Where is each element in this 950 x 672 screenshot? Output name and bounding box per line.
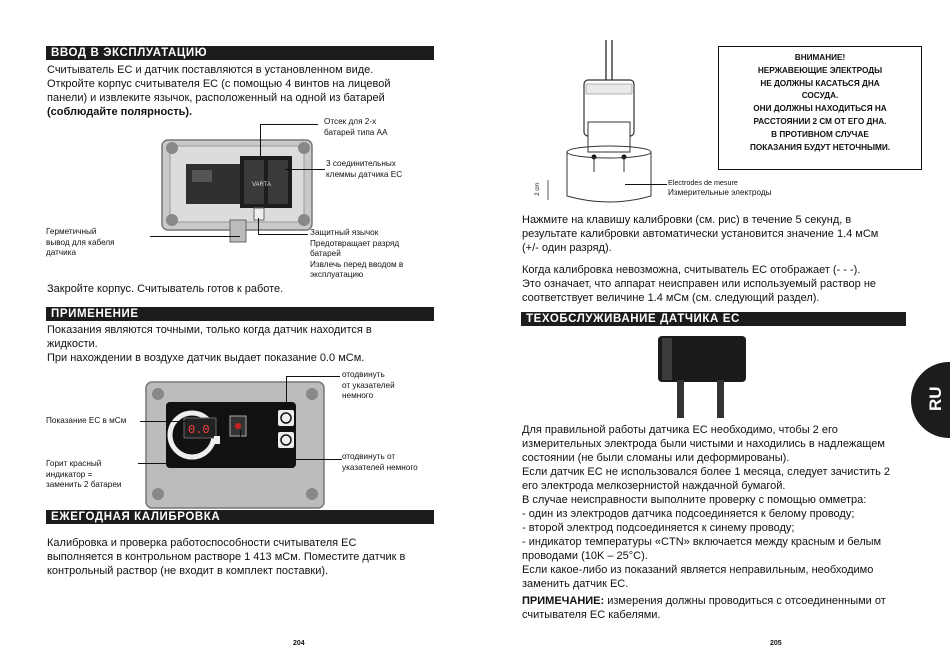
callout-unscrew-top: отодвинуть от указателей немного [342,370,395,401]
callout-line-led [138,463,240,464]
maintenance-line-11: Если какое-либо из показаний является неправильным, необходимо [522,564,874,576]
callout-line-cable [150,236,240,237]
dimension-2cm: 2 cm [535,182,542,196]
label-electrodes-fr: Electrodes de mesure [668,178,738,187]
callout-unscrew-bottom: отодвинуть от указателей немного [342,452,418,472]
calib-procedure-line2: результате калибровки автоматически установится значение 1.4 мСм [522,228,879,240]
usage-text-line2: жидкости. [47,338,98,350]
calib-error-line3: соответствует величине 1.4 мСм (см. следующий раздел). [522,292,820,304]
svg-text:VARTA: VARTA [252,182,272,188]
callout-line-battery [260,124,318,125]
language-tab [911,362,950,438]
callout-cable-gland: Герметичный вывод для кабеля датчика [46,227,115,258]
probe-photo [652,334,752,418]
warning-box [718,46,922,170]
calibration-text-line2: выполняется в контрольном растворе 1 413 мСм. Поместите датчик в [47,551,406,563]
maintenance-note-line2: считывателя ЕС кабелями. [522,609,661,621]
usage-text-line1: Показания являются точными, только когда датчик находится в [47,324,372,336]
page-number-left: 204 [293,640,305,647]
maintenance-line-6: В случае неисправности выполните проверку с помощью омметра: [522,494,867,506]
callout-line-tab-v [258,218,259,235]
callout-line-unscrew2 [290,459,342,460]
note-text: измерения должны проводиться с отсоединенными от [604,595,886,607]
commissioning-text-line3: панели) и извлеките язычок, расположенный на одной из батарей [47,92,385,104]
callout-line-unscrew1-h [286,376,340,377]
calib-error-line1: Когда калибровка невозможна, считыватель ЕС отображает (- - -). [522,264,861,276]
usage-text-line3: При нахождении в воздухе датчик выдает показание 0.0 мСм. [47,352,365,364]
calib-procedure-line1: Нажмите на клавишу калибровки (см. рис) в течение 5 секунд, в [522,214,852,226]
section-header-annual-calibration: ЕЖЕГОДНАЯ КАЛИБРОВКА [46,510,434,524]
callout-line-unscrew1 [286,376,287,406]
maintenance-line-7: - один из электродов датчика подсоединяется к белому проводу; [522,508,855,520]
page-number-right: 205 [770,640,782,647]
calib-procedure-line3: (+/- один разряд). [522,242,612,254]
section-header-commissioning: ВВОД В ЭКСПЛУАТАЦИЮ [46,46,434,60]
callout-line-battery-v [260,124,261,160]
sensor-vessel-illustration [540,40,680,208]
callout-line-reading [140,421,186,422]
warning-text: ВНИМАНИЕ! НЕРЖАВЕЮЩИЕ ЭЛЕКТРОДЫ НЕ ДОЛЖНЫ КАСАТЬСЯ ДНА СОСУДА. ОНИ ДОЛЖНЫ НАХОДИТЬСЯ НА РАССТОЯНИИ 2 СМ ОТ ЕГО ДНА. В ПРОТИВНОМ СЛУЧАЕ ПОКАЗАНИЯ БУДУТ НЕТОЧНЫМИ. [749,53,891,152]
callout-terminals: 3 соединительных клеммы датчика ЕС [326,159,403,179]
calibration-text-line1: Калибровка и проверка работоспособности считывателя ЕС [47,537,357,549]
maintenance-line-8: - второй электрод подсоединяется к синему проводу; [522,522,795,534]
maintenance-line-3: состоянии (не были сломаны или деформированы). [522,452,790,464]
close-housing-text: Закройте корпус. Считыватель готов к работе. [47,283,284,295]
maintenance-line-10: проводами (10K – 25°C). [522,550,648,562]
maintenance-line-9: - индикатор температуры «CTN» включается между красным и белым [522,536,882,548]
maintenance-note [522,594,886,608]
commissioning-text-line4: (соблюдайте полярность). [47,106,193,118]
opened-housing-photo [158,136,318,246]
reader-device-photo [144,380,328,512]
callout-line-tab [258,234,308,235]
section-header-maintenance: ТЕХОБСЛУЖИВАНИЕ ДАТЧИКА ЕС [521,312,906,326]
callout-line-led-v [240,430,241,464]
callout-protective-tab: Защитный язычок Предотвращает разряд батарей Извлечь перед вводом в эксплуатацию [310,228,404,280]
callout-red-led: Горит красный индикатор = заменить 2 батареи [46,459,122,490]
maintenance-line-12: заменить датчик ЕС. [522,578,629,590]
commissioning-text-line2: Откройте корпус считывателя ЕС (с помощью 4 винтов на лицевой [47,78,391,90]
device-display-value: 0.0 [188,423,210,437]
callout-line-terminals [285,169,325,170]
maintenance-line-2: измерительных электрода были чистыми и находились в надлежащем [522,438,885,450]
maintenance-line-4: Если датчик ЕС не использовался более 1 месяца, следует зачистить 2 [522,466,891,478]
callout-ec-reading: Показание ЕС в мСм [46,416,127,425]
callout-battery-compartment: Отсек для 2-х батарей типа AA [324,117,388,137]
maintenance-line-1: Для правильной работы датчика ЕС необходимо, чтобы 2 его [522,424,838,436]
language-tab-label: RU [926,386,945,411]
commissioning-text-line1: Считыватель ЕС и датчик поставляются в установленном виде. [47,64,374,76]
calibration-text-line3: контрольный раствор (не входит в комплект поставки). [47,565,329,577]
callout-line-electrodes [625,184,667,185]
note-label: ПРИМЕЧАНИЕ: [522,595,605,607]
maintenance-line-5: его электрода мелкозернистой наждачной бумагой. [522,480,786,492]
label-electrodes-ru: Измерительные электроды [668,188,772,197]
calib-error-line2: Это означает, что аппарат неисправен или используемый раствор не [522,278,877,290]
section-header-usage: ПРИМЕНЕНИЕ [46,307,434,321]
